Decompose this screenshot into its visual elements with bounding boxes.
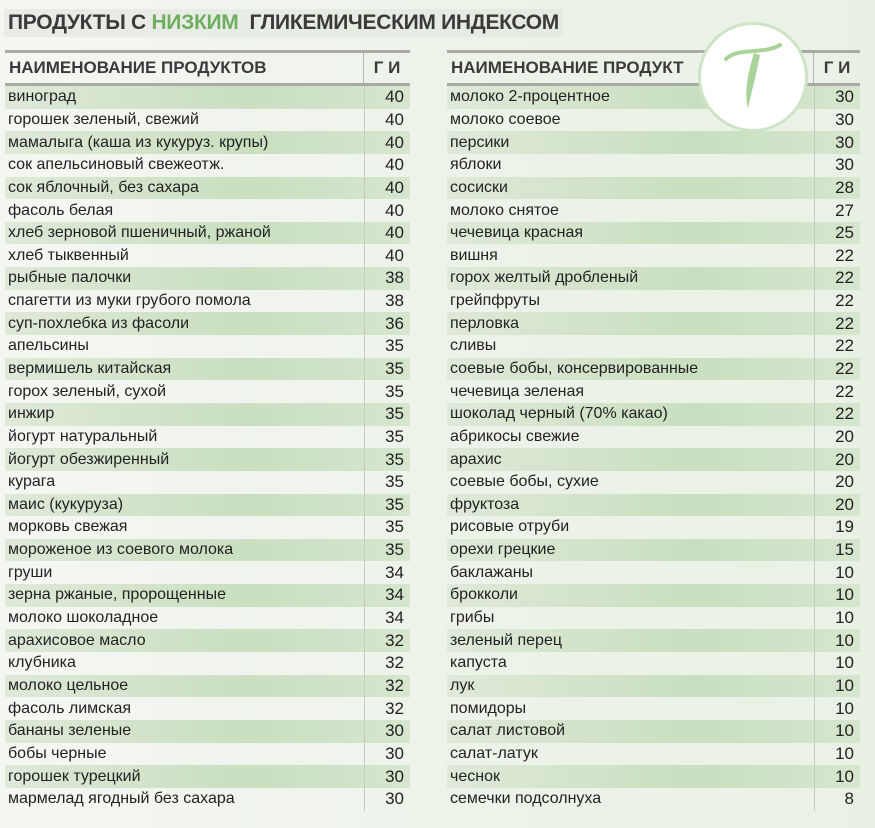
gi-value: 27 bbox=[814, 199, 860, 222]
product-name: бобы черные bbox=[8, 744, 107, 762]
product-name: мармелад ягодный без сахара bbox=[8, 790, 235, 808]
gi-value: 15 bbox=[814, 539, 860, 562]
product-name: фасоль белая bbox=[8, 201, 114, 219]
product-name: фасоль лимская bbox=[8, 699, 132, 717]
gi-value: 10 bbox=[814, 629, 860, 652]
product-name: вишня bbox=[450, 246, 498, 264]
gi-value: 20 bbox=[814, 448, 860, 471]
product-name: курага bbox=[8, 473, 56, 491]
table-row bbox=[447, 561, 860, 584]
page-title bbox=[4, 9, 563, 37]
product-name: горошек турецкий bbox=[8, 767, 141, 785]
product-name: брокколи bbox=[450, 586, 518, 604]
table-row bbox=[5, 131, 410, 154]
table-row bbox=[447, 358, 860, 381]
right-table bbox=[447, 50, 860, 811]
header-gi: Г И bbox=[363, 53, 410, 83]
product-name: сок яблочный, без сахара bbox=[8, 178, 199, 196]
product-name: горох зеленый, сухой bbox=[8, 382, 167, 400]
gi-value: 10 bbox=[814, 697, 860, 720]
product-name: шоколад черный (70% какао) bbox=[450, 405, 668, 423]
table-row bbox=[5, 675, 410, 698]
table-row bbox=[5, 154, 410, 177]
table-body bbox=[447, 86, 860, 811]
table-row bbox=[5, 448, 410, 471]
gi-value: 40 bbox=[364, 86, 410, 109]
gi-value: 10 bbox=[814, 765, 860, 788]
product-name: горох желтый дробленый bbox=[450, 269, 639, 287]
table-row bbox=[5, 222, 410, 245]
product-name: соевые бобы, сухие bbox=[450, 473, 599, 491]
product-name: горошек зеленый, свежий bbox=[8, 110, 199, 128]
table-row bbox=[447, 765, 860, 788]
product-name: виноград bbox=[8, 88, 77, 106]
gi-value: 22 bbox=[814, 358, 860, 381]
gi-value: 30 bbox=[364, 720, 410, 743]
table-row bbox=[447, 290, 860, 313]
product-name: молоко соевое bbox=[450, 110, 561, 128]
gi-value: 40 bbox=[364, 177, 410, 200]
product-name: морковь свежая bbox=[8, 518, 128, 536]
table-row bbox=[5, 743, 410, 766]
gi-value: 35 bbox=[364, 516, 410, 539]
gi-value: 35 bbox=[364, 403, 410, 426]
table-row bbox=[5, 720, 410, 743]
gi-value: 32 bbox=[364, 652, 410, 675]
gi-value: 35 bbox=[364, 539, 410, 562]
table-row bbox=[447, 448, 860, 471]
gi-value: 32 bbox=[364, 697, 410, 720]
table-row bbox=[447, 629, 860, 652]
table-row bbox=[5, 516, 410, 539]
table-row bbox=[447, 652, 860, 675]
table-row bbox=[447, 516, 860, 539]
gi-value: 40 bbox=[364, 199, 410, 222]
gi-value: 38 bbox=[364, 267, 410, 290]
gi-value: 30 bbox=[814, 86, 860, 109]
gi-value: 22 bbox=[814, 403, 860, 426]
gi-value: 10 bbox=[814, 743, 860, 766]
table-row bbox=[447, 743, 860, 766]
table-row bbox=[5, 426, 410, 449]
gi-value: 35 bbox=[364, 494, 410, 517]
gi-value: 10 bbox=[814, 652, 860, 675]
table-row bbox=[447, 720, 860, 743]
product-name: лук bbox=[450, 676, 475, 694]
gi-value: 40 bbox=[364, 222, 410, 245]
product-name: баклажаны bbox=[450, 563, 534, 581]
product-name: яблоки bbox=[450, 156, 502, 174]
product-name: инжир bbox=[8, 405, 55, 423]
gi-value: 22 bbox=[814, 312, 860, 335]
gi-value: 34 bbox=[364, 584, 410, 607]
logo bbox=[698, 22, 808, 132]
product-name: йогурт обезжиренный bbox=[8, 450, 170, 468]
product-name: хлеб зерновой пшеничный, ржаной bbox=[8, 224, 271, 242]
product-name: салат-латук bbox=[450, 744, 538, 762]
table-row bbox=[5, 177, 410, 200]
gi-value: 10 bbox=[814, 675, 860, 698]
product-name: помидоры bbox=[450, 699, 527, 717]
table-row bbox=[5, 244, 410, 267]
product-name: семечки подсолнуха bbox=[450, 790, 602, 808]
logo-t-icon bbox=[718, 37, 788, 117]
product-name: сок апельсиновый свежеотж. bbox=[8, 156, 225, 174]
table-row bbox=[5, 86, 410, 109]
table-row bbox=[5, 358, 410, 381]
gi-value: 40 bbox=[364, 154, 410, 177]
product-name: сосиски bbox=[450, 178, 508, 196]
product-name: персики bbox=[450, 133, 510, 151]
gi-value: 10 bbox=[814, 584, 860, 607]
table-row bbox=[5, 267, 410, 290]
gi-value: 22 bbox=[814, 267, 860, 290]
gi-value: 34 bbox=[364, 561, 410, 584]
product-name: клубника bbox=[8, 654, 76, 672]
gi-value: 40 bbox=[364, 131, 410, 154]
table-row bbox=[5, 335, 410, 358]
product-name: молоко 2-процентное bbox=[450, 88, 610, 106]
product-name: чечевица зеленая bbox=[450, 382, 585, 400]
table-row bbox=[447, 607, 860, 630]
gi-value: 35 bbox=[364, 380, 410, 403]
product-name: молоко снятое bbox=[450, 201, 559, 219]
gi-value: 35 bbox=[364, 335, 410, 358]
left-table bbox=[5, 50, 410, 811]
gi-value: 10 bbox=[814, 607, 860, 630]
product-name: арахис bbox=[450, 450, 502, 468]
gi-value: 10 bbox=[814, 561, 860, 584]
table-row bbox=[447, 267, 860, 290]
table-row bbox=[5, 199, 410, 222]
product-name: груши bbox=[8, 563, 53, 581]
table-row bbox=[447, 222, 860, 245]
product-name: чечевица красная bbox=[450, 224, 584, 242]
product-name: апельсины bbox=[8, 337, 89, 355]
gi-value: 19 bbox=[814, 516, 860, 539]
table-header bbox=[5, 50, 410, 86]
gi-value: 30 bbox=[364, 765, 410, 788]
product-name: молоко цельное bbox=[8, 676, 129, 694]
product-name: бананы зеленые bbox=[8, 722, 132, 740]
product-name: мороженое из соевого молока bbox=[8, 541, 234, 559]
gi-value: 36 bbox=[364, 312, 410, 335]
gi-value: 20 bbox=[814, 471, 860, 494]
header-gi: Г И bbox=[813, 53, 860, 83]
product-name: грибы bbox=[450, 609, 495, 627]
gi-value: 22 bbox=[814, 290, 860, 313]
table-row bbox=[5, 471, 410, 494]
product-name: соевые бобы, консервированные bbox=[450, 360, 699, 377]
table-row bbox=[5, 584, 410, 607]
product-name: абрикосы свежие bbox=[450, 427, 580, 445]
product-name: фруктоза bbox=[450, 495, 520, 513]
gi-value: 20 bbox=[814, 494, 860, 517]
product-name: салат листовой bbox=[450, 722, 566, 740]
gi-value: 22 bbox=[814, 244, 860, 267]
gi-value: 25 bbox=[814, 222, 860, 245]
table-row bbox=[447, 584, 860, 607]
table-row bbox=[5, 380, 410, 403]
table-body bbox=[5, 86, 410, 811]
table-row bbox=[5, 788, 410, 811]
table-row bbox=[5, 765, 410, 788]
product-name: рисовые отруби bbox=[450, 518, 570, 536]
table-row bbox=[447, 109, 860, 132]
product-name: капуста bbox=[450, 654, 507, 672]
gi-value: 30 bbox=[364, 743, 410, 766]
table-row bbox=[5, 561, 410, 584]
gi-value: 30 bbox=[814, 154, 860, 177]
header-name: НАИМЕНОВАНИЕ ПРОДУКТ bbox=[451, 58, 684, 77]
gi-value: 35 bbox=[364, 426, 410, 449]
table-row bbox=[5, 652, 410, 675]
table-row bbox=[447, 697, 860, 720]
gi-value: 22 bbox=[814, 335, 860, 358]
product-name: зеленый перец bbox=[450, 631, 562, 649]
product-name: молоко шоколадное bbox=[8, 609, 159, 627]
product-name: йогурт натуральный bbox=[8, 427, 158, 445]
gi-value: 40 bbox=[364, 244, 410, 267]
table-row bbox=[5, 403, 410, 426]
gi-value: 30 bbox=[814, 109, 860, 132]
gi-value: 35 bbox=[364, 358, 410, 381]
title-part: ГЛИКЕМИЧЕСКИМ ИНДЕКСОМ bbox=[238, 11, 559, 34]
table-row bbox=[5, 494, 410, 517]
table-row bbox=[5, 312, 410, 335]
table-row bbox=[447, 131, 860, 154]
table-row bbox=[447, 154, 860, 177]
title-part: ПРОДУКТЫ С bbox=[8, 11, 152, 34]
product-name: мамалыга (каша из кукуруз. крупы) bbox=[8, 133, 269, 151]
gi-value: 35 bbox=[364, 471, 410, 494]
gi-value: 38 bbox=[364, 290, 410, 313]
product-name: перловка bbox=[450, 314, 520, 332]
header-name: НАИМЕНОВАНИЕ ПРОДУКТОВ bbox=[9, 58, 267, 77]
table-row bbox=[447, 539, 860, 562]
gi-value: 40 bbox=[364, 109, 410, 132]
product-name: спагетти из муки грубого помола bbox=[8, 292, 251, 310]
table-row bbox=[447, 335, 860, 358]
product-name: сливы bbox=[450, 337, 497, 355]
table-row bbox=[5, 629, 410, 652]
gi-value: 35 bbox=[364, 448, 410, 471]
product-name: рыбные палочки bbox=[8, 269, 132, 287]
table-row bbox=[447, 403, 860, 426]
table-row bbox=[447, 312, 860, 335]
table-row bbox=[447, 675, 860, 698]
table-row bbox=[447, 494, 860, 517]
gi-value: 30 bbox=[814, 131, 860, 154]
gi-value: 30 bbox=[364, 788, 410, 811]
gi-value: 8 bbox=[814, 788, 860, 811]
product-name: зерна ржаные, пророщенные bbox=[8, 586, 226, 604]
product-name: маис (кукуруза) bbox=[8, 495, 124, 513]
gi-value: 32 bbox=[364, 675, 410, 698]
table-row bbox=[447, 471, 860, 494]
gi-value: 20 bbox=[814, 426, 860, 449]
product-name: чеснок bbox=[450, 767, 500, 785]
table-row bbox=[447, 380, 860, 403]
gi-value: 28 bbox=[814, 177, 860, 200]
table-row bbox=[447, 177, 860, 200]
table-row bbox=[5, 607, 410, 630]
gi-value: 32 bbox=[364, 629, 410, 652]
table-row bbox=[5, 290, 410, 313]
product-name: хлеб тыквенный bbox=[8, 246, 129, 264]
table-row bbox=[5, 109, 410, 132]
table-row bbox=[447, 426, 860, 449]
product-name: арахисовое масло bbox=[8, 631, 146, 649]
table-row bbox=[5, 697, 410, 720]
gi-value: 34 bbox=[364, 607, 410, 630]
gi-value: 22 bbox=[814, 380, 860, 403]
product-name: суп-похлебка из фасоли bbox=[8, 314, 190, 332]
table-row bbox=[447, 788, 860, 811]
product-name: вермишель китайская bbox=[8, 360, 172, 377]
table-row bbox=[447, 199, 860, 222]
table-row bbox=[5, 539, 410, 562]
table-row bbox=[447, 244, 860, 267]
gi-value: 10 bbox=[814, 720, 860, 743]
product-name: орехи грецкие bbox=[450, 541, 556, 559]
title-highlight: НИЗКИМ bbox=[151, 11, 239, 34]
product-name: грейпфруты bbox=[450, 292, 540, 310]
